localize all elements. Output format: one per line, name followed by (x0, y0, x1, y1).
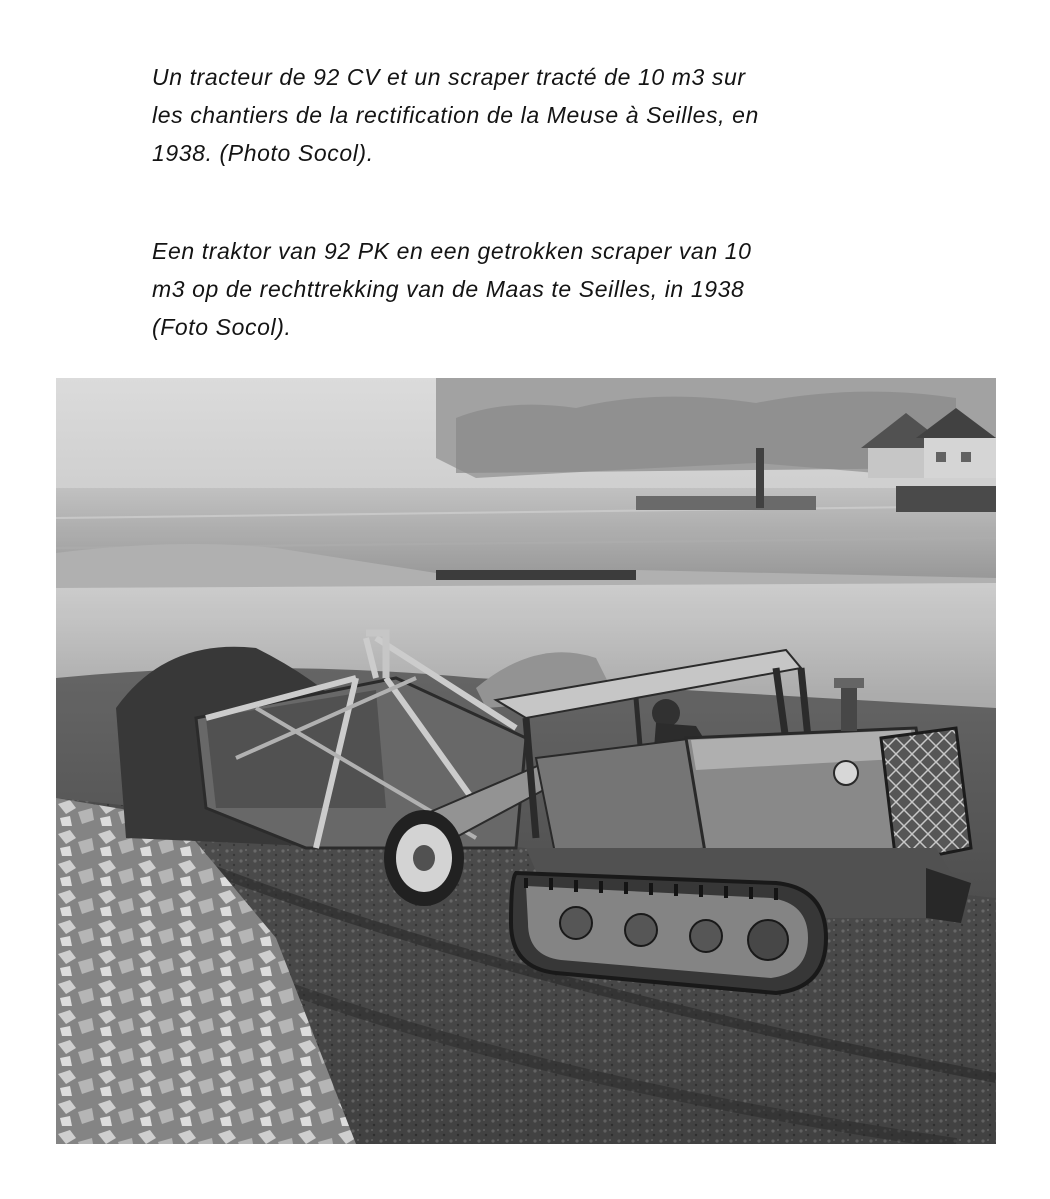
caption-french-line: les chantiers de la rectification de la Meuse à Seilles, en (152, 102, 759, 128)
caption-dutch-line: m3 op de rechttrekking van de Maas te Seilles, in 1938 (152, 276, 745, 302)
caption-dutch-line: (Foto Socol). (152, 314, 292, 340)
caption-dutch-line: Een traktor van 92 PK en een getrokken scraper van 10 (152, 238, 752, 264)
caption-french-line: Un tracteur de 92 CV et un scraper tracté de 10 m3 sur (152, 64, 746, 90)
tractor-scraper-photo (56, 378, 996, 1144)
caption-dutch (152, 232, 982, 346)
caption-french (152, 58, 982, 172)
caption-french-line: 1938. (Photo Socol). (152, 140, 374, 166)
photo-illustration (56, 378, 996, 1144)
